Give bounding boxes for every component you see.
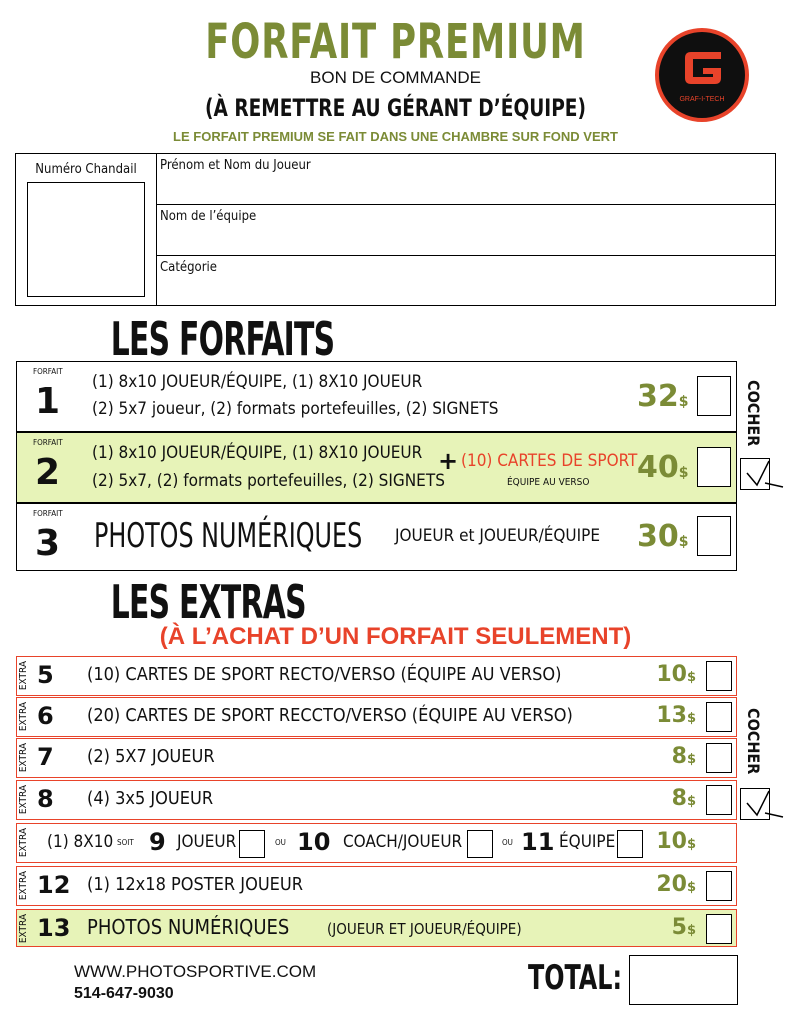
website-url: WWW.PHOTOSPORTIVE.COM: [74, 962, 317, 981]
extra-row-9-10-11: [16, 823, 737, 863]
g-logo-icon: [681, 48, 725, 88]
extra-checkbox[interactable]: [706, 785, 732, 815]
extra-tag: EXTRA: [18, 661, 29, 691]
coach-joueur-checkbox[interactable]: [467, 830, 493, 858]
page-title: FORFAIT PREMIUM: [205, 14, 586, 70]
digital-photos-detail: JOUEUR et JOUEUR/ÉQUIPE: [395, 526, 601, 546]
extra-text: (4) 3x5 JOUEUR: [87, 788, 214, 809]
extra-checkbox[interactable]: [706, 914, 732, 944]
jersey-number-section: [16, 154, 157, 305]
team-name-label: Nom de l’équipe: [160, 209, 257, 224]
total-label: TOTAL:: [528, 958, 622, 998]
extra-row-6: [16, 697, 737, 737]
ou-label: OU: [502, 838, 513, 847]
extras-title: LES EXTRAS: [110, 575, 306, 629]
extra-price: 10$: [656, 829, 696, 854]
forfait-price: 40$: [637, 450, 689, 485]
extra-number: 9: [149, 828, 166, 856]
checkmark-icon: [743, 787, 787, 821]
extra-tag: EXTRA: [18, 743, 29, 773]
player-info-form: [15, 153, 776, 306]
extra-checkbox[interactable]: [706, 871, 732, 901]
extra-checkbox[interactable]: [706, 702, 732, 732]
extra-detail: (JOUEUR ET JOUEUR/ÉQUIPE): [327, 920, 522, 938]
extra-row-7: [16, 738, 737, 778]
forfait-tag: FORFAIT: [33, 509, 63, 518]
forfait-row-3: [16, 503, 737, 571]
cocher-label: COCHER: [744, 380, 763, 447]
forfait-checkbox[interactable]: [697, 447, 731, 487]
forfait-row-1: [16, 361, 737, 432]
extra-number: 12: [37, 871, 71, 899]
jersey-number-field[interactable]: [27, 182, 145, 297]
extra-row-8: [16, 780, 737, 820]
extra-row-5: [16, 656, 737, 696]
extra-price: 13$: [656, 703, 696, 728]
forfait-number: 3: [35, 523, 61, 564]
instruction-heading: (À REMETTRE AU GÉRANT D’ÉQUIPE): [204, 94, 586, 122]
extra-row-12: [16, 866, 737, 906]
option-coach-joueur: COACH/JOUEUR: [343, 832, 463, 852]
extra-8x10-text: (1) 8X10: [47, 832, 114, 852]
checkmark-box[interactable]: [740, 788, 770, 820]
sport-cards-bonus: (10) CARTES DE SPORT: [461, 451, 638, 471]
extra-checkbox[interactable]: [706, 661, 732, 691]
extras-subtitle: (À L’ACHAT D’UN FORFAIT SEULEMENT): [159, 623, 632, 650]
extra-tag: EXTRA: [18, 785, 29, 815]
extra-tag: EXTRA: [18, 871, 29, 901]
extra-price: 5$: [671, 915, 696, 940]
player-name-label: Prénom et Nom du Joueur: [160, 158, 311, 173]
extra-row-13: [16, 909, 737, 947]
forfait-line2: (2) 5x7 joueur, (2) formats portefeuilles, (2) SIGNETS: [92, 399, 499, 419]
green-screen-note: LE FORFAIT PREMIUM SE FAIT DANS UNE CHAMBRE SUR FOND VERT: [173, 129, 618, 144]
logo-text: GRAF-I-TECH: [679, 96, 725, 103]
extra-text: (1) 12x18 POSTER JOUEUR: [87, 874, 304, 895]
extra-price: 20$: [656, 872, 696, 897]
extra-price: 10$: [656, 662, 696, 687]
forfait-price: 32$: [637, 379, 689, 414]
order-form-subtitle: BON DE COMMANDE: [310, 68, 481, 87]
forfait-line1: (1) 8x10 JOUEUR/ÉQUIPE, (1) 8X10 JOUEUR: [92, 372, 423, 392]
joueur-checkbox[interactable]: [239, 830, 265, 858]
category-label: Catégorie: [160, 260, 217, 275]
extra-price: 8$: [671, 744, 696, 769]
forfait-price: 30$: [637, 519, 689, 554]
team-name-field[interactable]: [157, 205, 775, 256]
plus-sign: +: [438, 447, 459, 475]
category-field[interactable]: [157, 256, 775, 305]
forfait-line1: (1) 8x10 JOUEUR/ÉQUIPE, (1) 8X10 JOUEUR: [92, 443, 423, 463]
phone-number: 514-647-9030: [74, 985, 174, 1002]
forfait-tag: FORFAIT: [33, 367, 63, 376]
forfait-checkbox[interactable]: [697, 376, 731, 416]
total-field[interactable]: [629, 955, 738, 1005]
extra-number: 6: [37, 702, 54, 730]
extra-number: 7: [37, 743, 54, 771]
forfait-number: 1: [35, 381, 61, 422]
extra-text: (10) CARTES DE SPORT RECTO/VERSO (ÉQUIPE AU VERSO): [87, 664, 562, 685]
option-joueur: JOUEUR: [177, 832, 237, 852]
soit-label: SOIT: [117, 838, 134, 847]
extra-tag: EXTRA: [18, 914, 29, 944]
extra-number: 13: [37, 914, 71, 942]
checkmark-icon: [743, 457, 787, 491]
graf-i-tech-logo: [655, 28, 749, 122]
jersey-number-label: Numéro Chandail: [35, 162, 137, 177]
extra-text: PHOTOS NUMÉRIQUES: [87, 915, 290, 939]
checkmark-box[interactable]: [740, 458, 770, 490]
option-equipe: ÉQUIPE: [559, 832, 616, 852]
extra-number: 8: [37, 785, 54, 813]
extra-text: (20) CARTES DE SPORT RECCTO/VERSO (ÉQUIPE AU VERSO): [87, 705, 573, 726]
cocher-label: COCHER: [744, 708, 763, 775]
sport-cards-note: ÉQUIPE AU VERSO: [507, 477, 590, 488]
extra-tag: EXTRA: [18, 702, 29, 732]
player-name-field[interactable]: [157, 154, 775, 205]
forfait-line2: (2) 5x7, (2) formats portefeuilles, (2) SIGNETS: [92, 471, 445, 491]
extra-number-11: 11: [521, 828, 555, 856]
digital-photos-label: PHOTOS NUMÉRIQUES: [94, 516, 363, 556]
forfait-number: 2: [35, 452, 61, 493]
extra-tag: EXTRA: [18, 828, 29, 858]
extra-text: (2) 5X7 JOUEUR: [87, 746, 215, 767]
ou-label: OU: [275, 838, 286, 847]
forfait-tag: FORFAIT: [33, 438, 63, 447]
extra-number: 5: [37, 661, 54, 689]
forfaits-title: LES FORFAITS: [110, 312, 335, 366]
equipe-checkbox[interactable]: [617, 830, 643, 858]
forfait-row-2: [16, 432, 737, 503]
forfait-checkbox[interactable]: [697, 516, 731, 556]
extra-number-10: 10: [297, 828, 331, 856]
extra-price: 8$: [671, 786, 696, 811]
extra-checkbox[interactable]: [706, 743, 732, 773]
